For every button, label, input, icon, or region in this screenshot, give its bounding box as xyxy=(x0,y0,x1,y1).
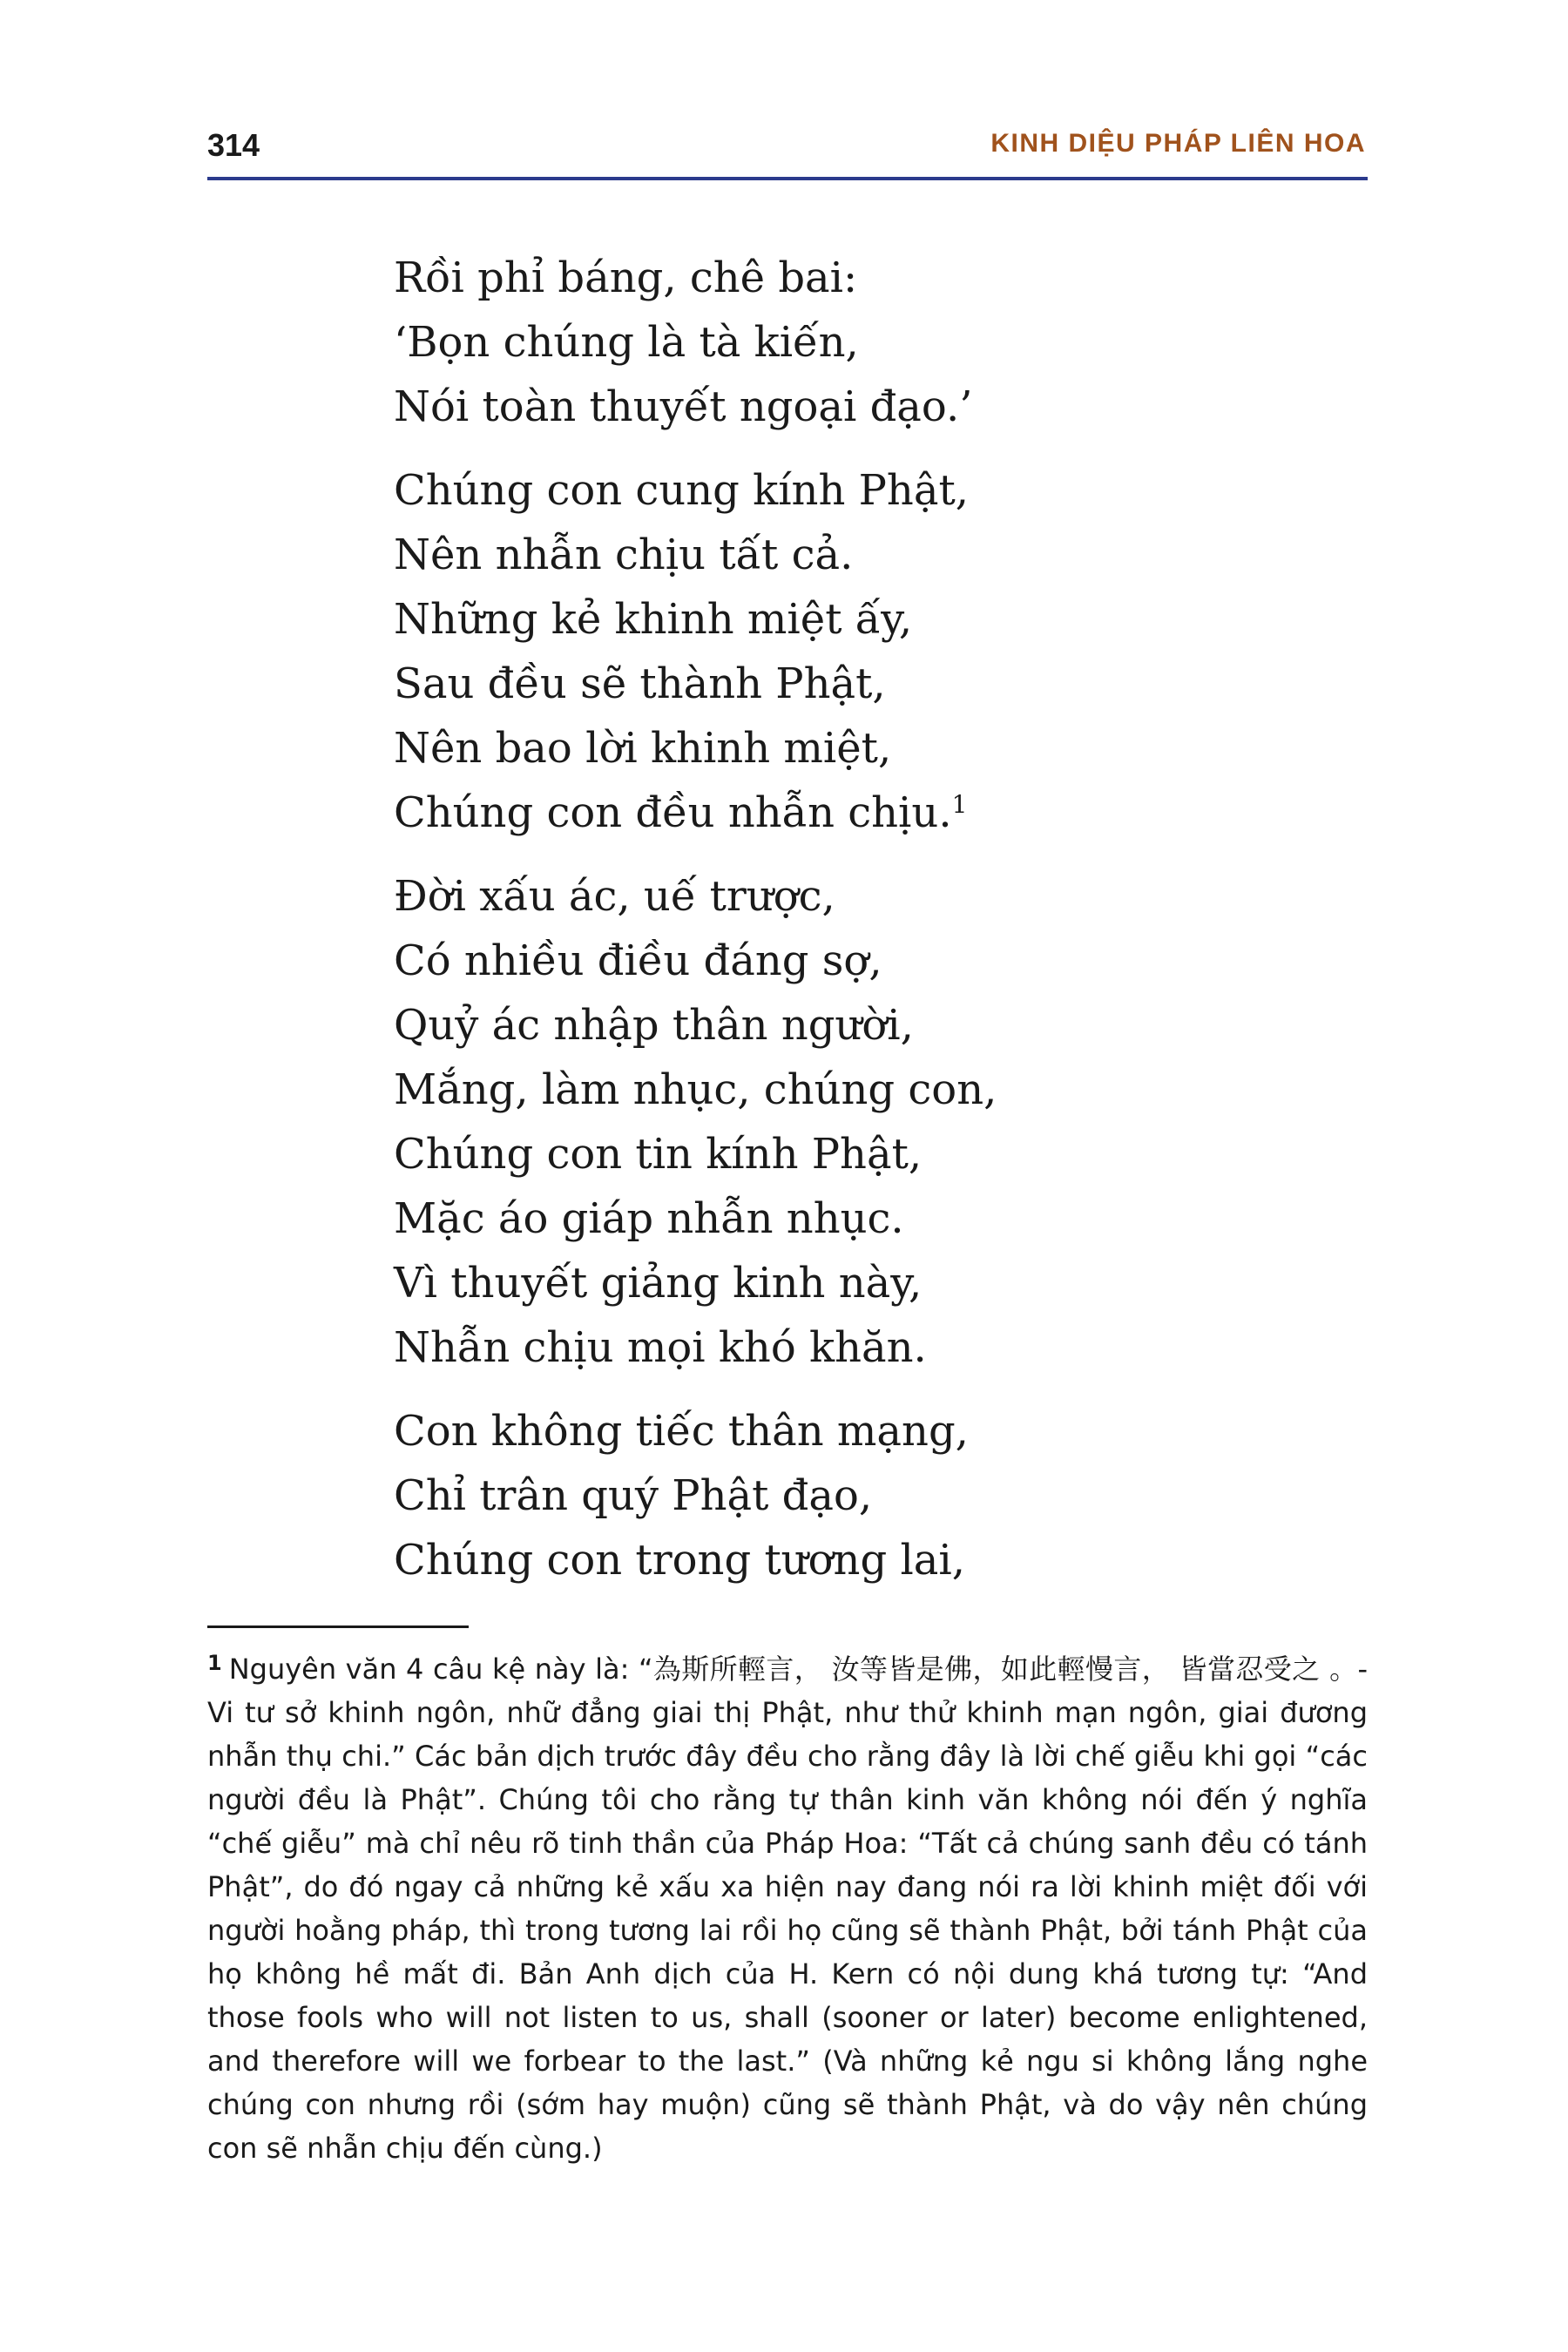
verse-line: Có nhiều điều đáng sợ, xyxy=(394,936,882,985)
verse-line-with-footnote xyxy=(394,781,1352,845)
verse-line: Mặc áo giáp nhẫn nhục. xyxy=(394,1194,904,1243)
verse-line: Mắng, làm nhục, chúng con, xyxy=(394,1065,997,1114)
footnote-marker: 1 xyxy=(207,1651,222,1675)
verse-line: Những kẻ khinh miệt ấy, xyxy=(394,595,913,644)
page-number: 314 xyxy=(207,127,260,163)
verse-line: Rồi phỉ báng, chê bai: xyxy=(394,253,858,302)
footnote-text: Nguyên văn 4 câu kệ này là: “為斯所輕言， 汝等皆是佛，如此輕慢言， 皆當忍受之 。- Vi tư sở khinh ngôn, nhữ đẳng giai thị Phật, như thử khinh mạn ngôn, giai đương nhẫn thụ chi.” Các bản dịch trước đây đều cho rằng đây là lời chế giễu khi gọi “các người đều là Phật”. Chúng tôi cho rằng tự thân kinh văn không nói đến ý nghĩa “chế giễu” mà chỉ nêu rõ tinh thần của Pháp Hoa: “Tất cả chúng sanh đều có tánh Phật”, do đó ngay cả những kẻ xấu xa hiện nay đang nói ra lời khinh miệt đối với người hoằng pháp, thì trong tương lai rồi họ cũng sẽ thành Phật, bởi tánh Phật của họ không hề mất đi. Bản Anh dịch của H. Kern có nội dung khá tương tự: “And those fools who will not listen to us, shall (sooner or later) become enlightened, and therefore will we forbear to the last.” (Và những kẻ ngu si không lắng nghe chúng con nhưng rồi (sớm hay muộn) cũng sẽ thành Phật, và do vậy nên chúng con sẽ nhẫn chịu đến cùng.) xyxy=(207,1652,1368,2165)
footnote xyxy=(207,1641,1368,2170)
footnote-reference[interactable]: 1 xyxy=(951,790,968,819)
stanza xyxy=(394,246,1352,439)
stanza xyxy=(394,1399,1352,1592)
verse-line: Chỉ trân quý Phật đạo, xyxy=(394,1471,873,1520)
verse-line: Chúng con tin kính Phật, xyxy=(394,1130,923,1179)
running-title: KINH DIỆU PHÁP LIÊN HOA xyxy=(990,129,1366,158)
verse-line: ‘Bọn chúng là tà kiến, xyxy=(394,318,859,367)
verse-line: Chúng con trong tương lai, xyxy=(394,1536,966,1585)
verse-line: Vì thuyết giảng kinh này, xyxy=(394,1259,923,1308)
verse-line: Nên nhẫn chịu tất cả. xyxy=(394,531,854,579)
verse-body xyxy=(394,246,1352,1612)
footnote-divider xyxy=(207,1625,469,1628)
stanza xyxy=(394,458,1352,845)
verse-line: Quỷ ác nhập thân người, xyxy=(394,1001,914,1050)
verse-line-text: Chúng con đều nhẫn chịu. xyxy=(394,788,952,837)
verse-line: Nói toàn thuyết ngoại đạo.’ xyxy=(394,382,973,431)
stanza xyxy=(394,864,1352,1380)
verse-line: Con không tiếc thân mạng, xyxy=(394,1407,969,1456)
verse-line: Sau đều sẽ thành Phật, xyxy=(394,659,886,708)
page-header xyxy=(207,122,1366,179)
verse-line: Chúng con cung kính Phật, xyxy=(394,466,969,515)
verse-line: Nhẫn chịu mọi khó khăn. xyxy=(394,1323,927,1372)
header-rule xyxy=(207,177,1368,180)
verse-line: Nên bao lời khinh miệt, xyxy=(394,724,892,773)
verse-line: Đời xấu ác, uế trược, xyxy=(394,872,835,921)
